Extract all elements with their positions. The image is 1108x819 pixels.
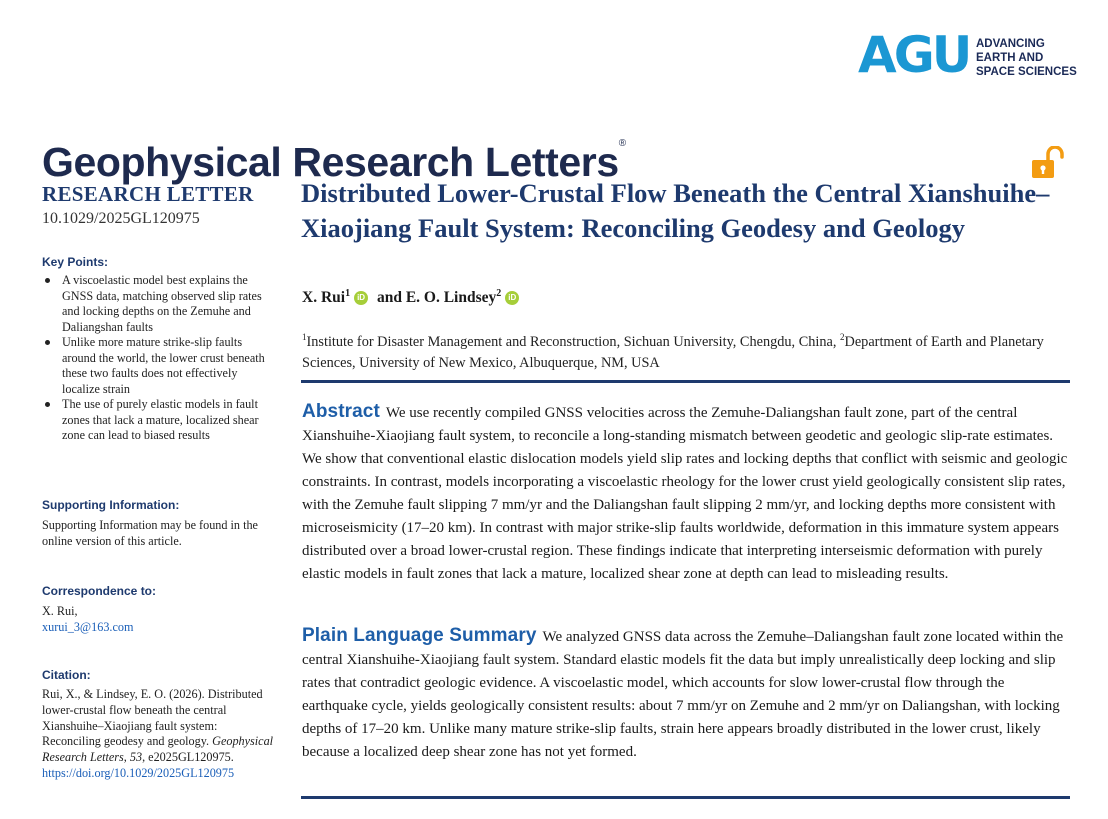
agu-letters: AGU [858,26,970,84]
orcid-icon[interactable]: iD [505,291,519,305]
author-affiliation-sup: 1 [345,288,351,299]
key-point-item: Unlike more mature strike-slip faults around the world, the lower crust beneath these two faults does not effectively localize strain [42,335,274,397]
article-doi: 10.1029/2025GL120975 [42,210,200,227]
citation-text: Rui, X., & Lindsey, E. O. (2026). Distributed lower-crustal flow beneath the central Xianshuihe–Xiaojiang fault system: Reconciling geodesy and geology. Geophysical Research Letters, 53, e2025GL120975. https://doi.org/10.1029/2025GL120975 [42,687,274,780]
plain-summary-text: We analyzed GNSS data across the Zemuhe–Daliangshan fault zone located within the central Xianshuihe-Xiaojiang fault system. Standard elastic models fit the data but imply unrealistically deep locking and slip rates that contradict geologic evidence. A viscoelastic model, which accounts for slow lower-crustal flow through the earthquake cycle, yields geologically consistent results: about 7 mm/yr on Zemuhe and 2 mm/yr on Daliangshan, with locking depths of 17–20 km. Unlike many mature strike-slip faults, strain here appears broadly distributed in the lower crust, likely because a localized deep shear zone has not yet formed. [302,629,1064,760]
key-point-item: The use of purely elastic models in fault zones that lack a mature, localized shear zone can lead to biased results [42,397,274,444]
article-title: Distributed Lower-Crustal Flow Beneath the Central Xianshuihe–Xiaojiang Fault System: Reconciling Geodesy and Geology [301,178,1050,243]
supporting-info-text: Supporting Information may be found in the online version of this article. [42,518,258,548]
citation-journal: Geophysical Research Letters [42,734,274,765]
plain-language-summary [302,624,1072,764]
abstract [302,400,1072,586]
correspondence-name: X. Rui, [42,604,78,618]
supporting-info-heading: Supporting Information: [42,498,180,512]
author-name: E. O. Lindsey [405,289,497,307]
key-points-list [42,273,274,444]
author-joiner: and [376,289,402,307]
agu-tagline-line: SPACE SCIENCES [976,66,1077,78]
registered-mark: ® [618,138,626,149]
citation-volume: 53 [129,750,143,765]
author-affiliation-sup: 2 [496,288,502,299]
plain-summary-heading: Plain Language Summary [302,625,537,646]
correspondence-heading: Correspondence to: [42,584,157,598]
section-divider [301,796,1070,799]
key-point-item: A viscoelastic model best explains the GNSS data, matching observed slip rates and locking depths on the Zemuhe and Daliangshan faults [42,273,274,335]
article-type: RESEARCH LETTER [42,182,254,206]
agu-tagline-line: ADVANCING [976,38,1045,50]
open-lock-icon [1030,146,1070,180]
agu-tagline-line: EARTH AND [976,52,1044,64]
agu-tagline [976,37,1077,79]
key-points-heading: Key Points: [42,255,109,269]
affiliation-sup: 2 [840,332,845,342]
abstract-heading: Abstract [302,401,380,422]
affiliations [302,327,1072,374]
citation-body: Rui, X., & Lindsey, E. O. (2026). Distributed lower-crustal flow beneath the central Xianshuihe–Xiaojiang fault system: Reconciling geodesy and geology. [42,687,263,749]
journal-title-text: Geophysical Research Letters [42,139,619,185]
agu-logo [858,26,1077,84]
author-list [302,288,524,307]
affiliation-2: Department of Earth and Planetary Sciences, University of New Mexico, Albuquerque, NM, USA [302,333,1044,371]
orcid-icon[interactable]: iD [354,291,368,305]
section-divider [301,380,1070,383]
affiliation-1: Institute for Disaster Management and Reconstruction, Sichuan University, Chengdu, China, [306,333,837,350]
citation-heading: Citation: [42,668,91,682]
citation-doi-link[interactable]: https://doi.org/10.1029/2025GL120975 [42,765,235,780]
citation-article-id: , e2025GL120975. [142,750,234,765]
correspondence-email-link[interactable]: xurui_3@163.com [42,620,134,634]
affiliation-sup: 1 [302,332,307,342]
author-name: X. Rui [302,289,346,307]
abstract-text: We use recently compiled GNSS velocities across the Zemuhe-Daliangshan fault zone, part of the central Xianshuihe-Xiaojiang fault system, to reconcile a long-standing mismatch between geodetic and geologic slip-rate estimates. We show that conventional elastic dislocation models yield slip rates and locking depths that conflict with seismic and geologic constraints. In contrast, models incorporating a viscoelastic rheology for the lower crust yield geologically consistent slip rates, with the Zemuhe fault slipping 7 mm/yr and the Daliangshan fault slipping 2 mm/yr, and locking depths more consistent with microseismicity (17–20 km). In contrast with major strike-slip faults worldwide, deformation in this immature system appears distributed over a broad lower-crustal region. These findings indicate that interpreting interseismic deformation with purely elastic models in fault zones that lack a mature, localized shear zone at depth can lead to misleading results. [302,405,1068,582]
